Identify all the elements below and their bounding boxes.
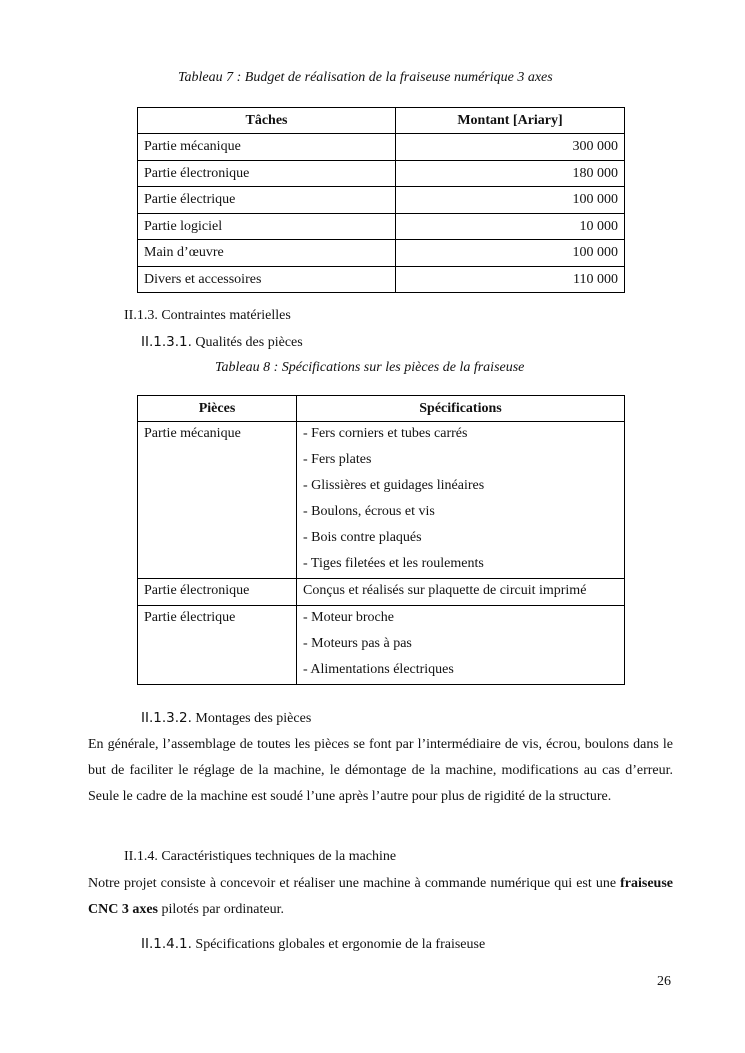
section-number: II.1.4.1. (141, 936, 192, 952)
paragraph-start: Notre projet consiste à concevoir et réaliser une machine à commande numérique qui est une (88, 876, 621, 891)
table-row (138, 160, 625, 187)
section-heading-montages (141, 710, 311, 727)
amount-cell: 110 000 (396, 266, 625, 293)
spec-item: - Moteur broche (303, 610, 394, 625)
spec-item: - Moteurs pas à pas (303, 636, 412, 651)
table8-caption: Tableau 8 : Spécifications sur les pièces de la fraiseuse (215, 360, 525, 375)
page-number: 26 (657, 974, 671, 989)
spec-item: - Fers plates (303, 452, 372, 467)
section-heading-specifications-globales (141, 936, 485, 953)
header-taches: Tâches (138, 108, 396, 134)
amount-cell: 100 000 (396, 187, 625, 214)
paragraph-end: pilotés par ordinateur. (158, 902, 284, 917)
task-cell: Main d’œuvre (138, 240, 396, 267)
specifications-table (137, 395, 625, 685)
section-number: II.1.3.1. (141, 334, 192, 350)
piece-label: Partie mécanique (144, 426, 241, 441)
specs-cell (297, 606, 625, 685)
amount-cell: 10 000 (396, 213, 625, 240)
montages-paragraph (88, 732, 673, 810)
paragraph-text: En générale, l’assemblage de toutes les pièces se font par l’intermédiaire de vis, écrou, boulons dans le but de faciliter le réglage de la machine, le démontage de la machine, modifications au cas d’erreur. Seule le cadre de la machine est soudé l’une après l’autre pour plus de rigidité de la structure. (88, 737, 673, 804)
spec-item: Conçus et réalisés sur plaquette de circuit imprimé (303, 583, 587, 598)
amount-cell: 180 000 (396, 160, 625, 187)
amount-cell: 300 000 (396, 134, 625, 161)
table-row (138, 606, 625, 685)
spec-item: - Boulons, écrous et vis (303, 504, 435, 519)
task-cell: Partie électrique (138, 187, 396, 214)
spec-item: - Bois contre plaqués (303, 530, 422, 545)
task-cell: Partie mécanique (138, 134, 396, 161)
piece-cell (138, 579, 297, 606)
paragraph-bold: fraiseuse CNC 3 axes (88, 876, 673, 917)
specs-cell (297, 422, 625, 579)
header-specifications: Spécifications (297, 396, 625, 422)
caracteristiques-paragraph (88, 871, 673, 923)
task-cell: Partie électronique (138, 160, 396, 187)
section-heading-qualites (141, 334, 303, 351)
task-cell: Divers et accessoires (138, 266, 396, 293)
section-title: Spécifications globales et ergonomie de la fraiseuse (195, 937, 486, 952)
table-row (138, 266, 625, 293)
section-heading-contraintes: II.1.3. Contraintes matérielles (124, 308, 291, 323)
piece-label: Partie électronique (144, 583, 250, 598)
spec-item: - Glissières et guidages linéaires (303, 478, 485, 493)
paragraph-text (88, 871, 673, 923)
header-pieces: Pièces (138, 396, 297, 422)
table-row (138, 213, 625, 240)
specs-cell (297, 579, 625, 606)
table-row (138, 579, 625, 606)
amount-cell: 100 000 (396, 240, 625, 267)
table-row (138, 422, 625, 579)
table-row (138, 240, 625, 267)
table-row (138, 134, 625, 161)
task-cell: Partie logiciel (138, 213, 396, 240)
piece-cell (138, 422, 297, 579)
spec-item: - Alimentations électriques (303, 662, 454, 677)
section-title: Montages des pièces (195, 711, 312, 726)
spec-item: - Fers corniers et tubes carrés (303, 426, 468, 441)
piece-label: Partie électrique (144, 610, 236, 625)
table7-caption: Tableau 7 : Budget de réalisation de la fraiseuse numérique 3 axes (178, 70, 553, 85)
section-number: II.1.3.2. (141, 710, 192, 726)
table-row (138, 187, 625, 214)
header-montant: Montant [Ariary] (396, 108, 625, 134)
spec-item: - Tiges filetées et les roulements (303, 556, 484, 571)
section-heading-caracteristiques: II.1.4. Caractéristiques techniques de la machine (124, 849, 397, 864)
piece-cell (138, 606, 297, 685)
budget-table (137, 107, 625, 293)
section-title: Qualités des pièces (195, 335, 303, 350)
